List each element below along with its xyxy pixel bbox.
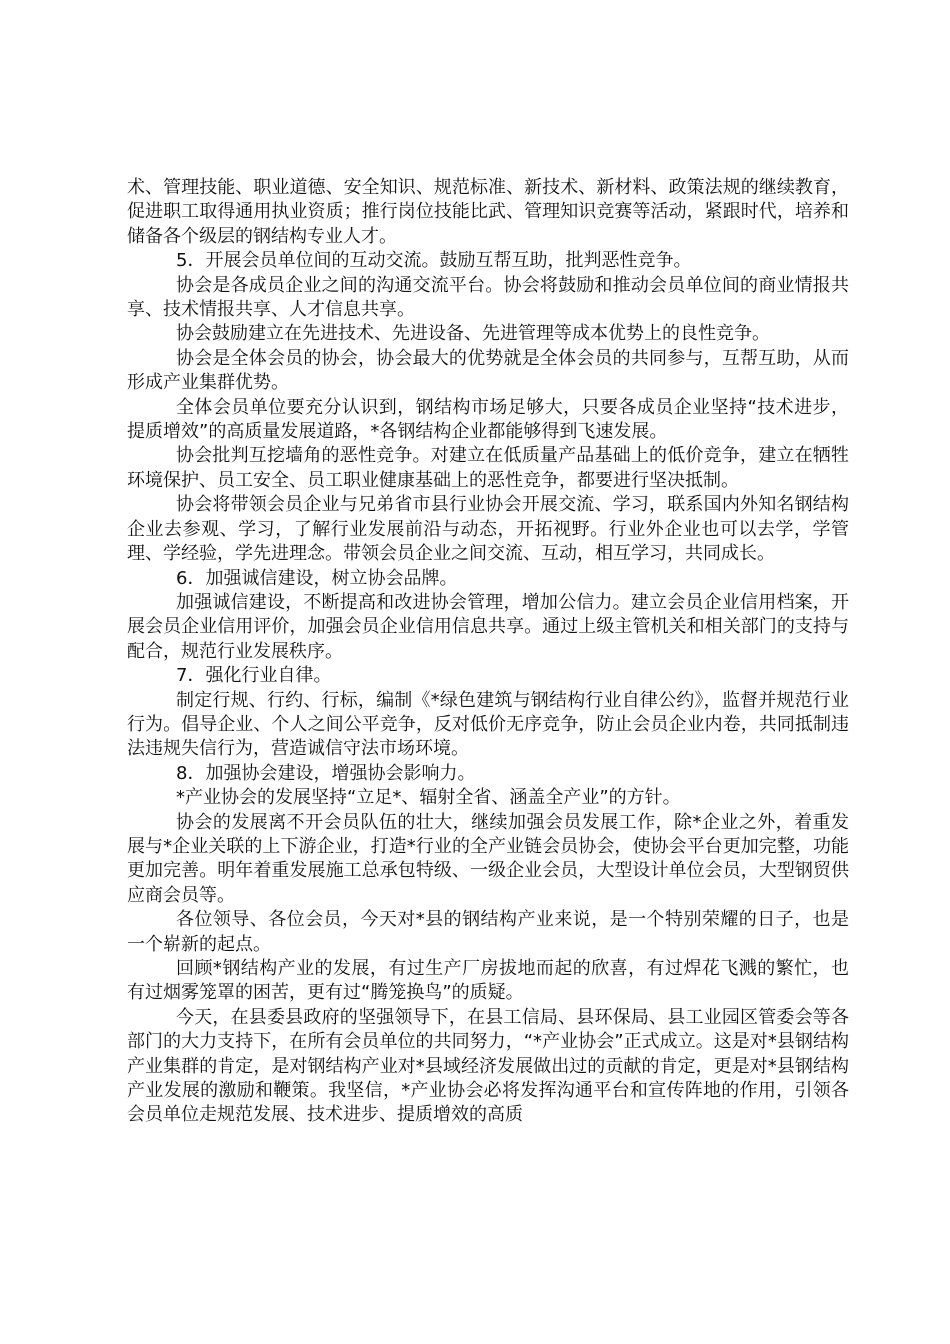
paragraph: 术、管理技能、职业道德、安全知识、规范标准、新技术、新材料、政策法规的继续教育，促进职工取得通用执业资质；推行岗位技能比武、管理知识竞赛等活动，紧跟时代，培养和储备各个级层的钢结构专业人才。	[127, 177, 849, 247]
paragraph: 全体会员单位要充分认识到，钢结构市场足够大，只要各成员企业坚持“技术进步，提质增效”的高质量发展道路，*各钢结构企业都能够得到飞速发展。	[127, 396, 849, 443]
paragraph: 协会的发展离不开会员队伍的壮大，继续加强会员发展工作，除*企业之外，着重发展与*企业关联的上下游企业，打造*行业的全产业链会员协会，使协会平台更加完整，功能更加完善。明年着重发展施工总承包特级、一级企业会员，大型设计单位会员，大型钢贸供应商会员等。	[127, 811, 849, 906]
paragraph: 协会批判互挖墙角的恶性竞争。对建立在低质量产品基础上的低价竞争，建立在牺牲环境保护、员工安全、员工职业健康基础上的恶性竞争，都要进行坚决抵制。	[127, 445, 849, 491]
paragraph: 加强诚信建设，不断提高和改进协会管理，增加公信力。建立会员企业信用档案，开展会员企业信用评价，加强会员企业信用信息共享。通过上级主管机关和相关部门的支持与配合，规范行业发展秩序。	[127, 591, 849, 662]
paragraph: 制定行规、行约、行标，编制《*绿色建筑与钢结构行业自律公约》，监督并规范行业行为。倡导企业、个人之间公平竞争，反对低价无序竞争，防止会员企业内卷，共同抵制违法违规失信行为，营造诚信守法市场环境。	[127, 689, 849, 760]
section-heading-6: 6．加强诚信建设，树立协会品牌。	[176, 567, 458, 589]
paragraph: 协会是全体会员的协会，协会最大的优势就是全体会员的共同参与，互帮互助，从而形成产业集群优势。	[127, 347, 849, 394]
paragraph: 协会是各成员企业之间的沟通交流平台。协会将鼓励和推动会员单位间的商业情报共享、技术情报共享、人才信息共享。	[127, 274, 849, 321]
section-heading-5: 5．开展会员单位间的互动交流。鼓励互帮互助，批判恶性竞争。	[176, 250, 692, 272]
section-heading-8: 8．加强协会建设，增强协会影响力。	[176, 762, 476, 784]
paragraph: 今天，在县委县政府的坚强领导下，在县工信局、县环保局、县工业园区管委会等各部门的大力支持下，在所有会员单位的共同努力，“*产业协会”正式成立。这是对*县钢结构产业集群的肯定，是对钢结构产业对*县域经济发展做出过的贡献的肯定，更是对*县钢结构产业发展的激励和鞭策。我坚信，*产业协会必将发挥沟通平台和宣传阵地的作用，引领各会员单位走规范发展、技术进步、提质增效的高质	[127, 1006, 849, 1126]
document-body	[127, 176, 849, 1128]
paragraph: 协会鼓励建立在先进技术、先进设备、先进管理等成本优势上的良性竞争。	[176, 323, 770, 345]
paragraph: 各位领导、各位会员，今天对*县的钢结构产业来说，是一个特别荣耀的日子，也是一个崭新的起点。	[127, 909, 849, 955]
paragraph: *产业协会的发展坚持“立足*、辐射全省、涵盖全产业”的方针。	[176, 787, 681, 809]
section-heading-7: 7．强化行业自律。	[176, 665, 332, 687]
paragraph: 回顾*钢结构产业的发展，有过生产厂房拔地而起的欣喜，有过焊花飞溅的繁忙，也有过烟雾笼罩的困苦，更有过“腾笼换鸟”的质疑。	[127, 958, 849, 1004]
paragraph: 协会将带领会员企业与兄弟省市县行业协会开展交流、学习，联系国内外知名钢结构企业去参观、学习，了解行业发展前沿与动态，开拓视野。行业外企业也可以去学，学管理、学经验，学先进理念。带领会员企业之间交流、互动，相互学习，共同成长。	[127, 494, 849, 565]
